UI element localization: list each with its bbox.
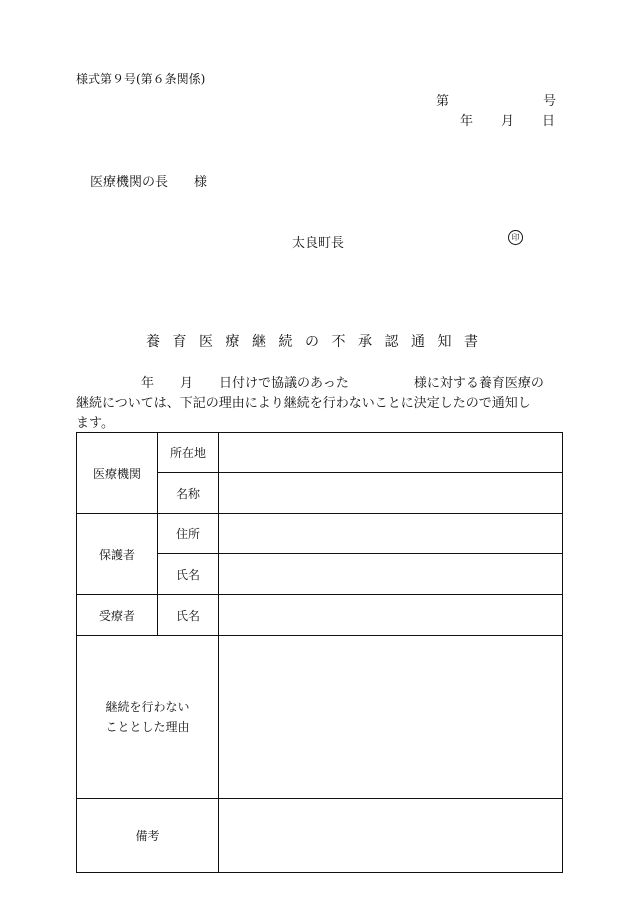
institution-label: 医療機関 xyxy=(77,433,158,514)
patient-name-value[interactable] xyxy=(219,595,563,636)
remarks-label: 備考 xyxy=(77,799,219,873)
address-label: 住所 xyxy=(158,514,219,554)
notice-table xyxy=(76,432,563,873)
date-year: 年 xyxy=(460,114,474,129)
reason-value[interactable] xyxy=(219,636,563,799)
date-month: 月 xyxy=(501,114,515,129)
document-title: 養育医療継続の不承認通知書 xyxy=(146,334,491,350)
number-prefix: 第 xyxy=(436,94,450,109)
seal-mark: 印 xyxy=(508,230,523,245)
issue-date xyxy=(460,110,555,129)
address-value[interactable] xyxy=(219,514,563,554)
document-number xyxy=(436,90,556,109)
remarks-value[interactable] xyxy=(219,799,563,873)
body-line-1: 年 月 日付けで協議のあった 様に対する養育医療の xyxy=(76,376,544,391)
guardian-name-label: 氏名 xyxy=(158,554,219,595)
institution-name-value[interactable] xyxy=(219,473,563,514)
addressee: 医療機関の長 様 xyxy=(90,175,208,190)
body-line-2: 継続については、下記の理由により継続を行わないことに決定したので通知し xyxy=(76,396,531,411)
guardian-label: 保護者 xyxy=(77,514,158,595)
location-value[interactable] xyxy=(219,433,563,473)
body-line-3: ます。 xyxy=(76,416,114,431)
reason-label xyxy=(77,636,219,799)
patient-name-label: 氏名 xyxy=(158,595,219,636)
sender-name: 太良町長 xyxy=(292,236,345,251)
reason-label-line-1: 継続を行わない xyxy=(105,700,190,714)
notice-body xyxy=(76,374,566,434)
date-day: 日 xyxy=(542,114,556,129)
institution-name-label: 名称 xyxy=(158,473,219,514)
reason-label-line-2: こととした理由 xyxy=(105,720,190,734)
patient-label: 受療者 xyxy=(77,595,158,636)
location-label: 所在地 xyxy=(158,433,219,473)
guardian-name-value[interactable] xyxy=(219,554,563,595)
form-number: 様式第９号(第６条関係) xyxy=(76,72,206,86)
number-suffix: 号 xyxy=(542,94,556,109)
